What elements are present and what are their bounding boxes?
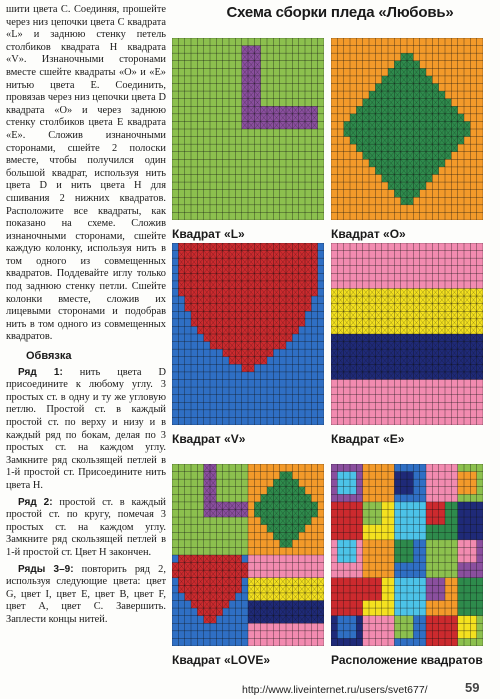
square-V-label: Квадрат «V» — [172, 432, 246, 446]
square-LOVE-panel — [172, 464, 324, 667]
rows-3-9-label: Ряды 3–9: — [18, 563, 74, 575]
layout-panel — [331, 464, 483, 667]
square-LOVE-chart — [172, 464, 324, 646]
assembly-paragraph: шити цвета С. Соединяя, прошейте через низ цепочки цвета С квадрата «L» и заднюю стенку петель столбиков квадрата Н квадрата «V». Изнаночными сторонами вместе сшейте квадраты «О» и «Е» нитью цвета Е. Соединить, провязав через низ цепочки цвета D квадрата «О» и через заднюю стенку столбиков цвета Е квадрата «Е». Сложив изнаночными сторонами, сшейте 2 полоски вместе, чтобы получился один большой квадрат, используя нить цвета D и нить цвета Н для сшивания 2 нижних квадратов. Расположите все квадраты, как показано на схеме. Сложив изнаночными сторонами, сшейте каждую колонку, используя нить в том одного из совмещенных квадратов. Поддевайте иглу только под заднюю стенку петли. Сшейте колонки вместе, сложив их лицевыми сторонами и подобрав нить в том одного из совмещенных квадратов. — [6, 4, 166, 343]
layout-chart — [331, 464, 483, 646]
footer-url: http://www.liveinternet.ru/users/svet677/ — [242, 684, 428, 696]
square-V-chart — [172, 243, 324, 425]
row-1-label: Ряд 1: — [18, 366, 63, 378]
row-1-text: нить цвета D присоедините к любому углу. 3 простых ст. в одну и ту же угловую петлю. Простой ст. в каждый простой ст. по верху и низу и в каждый ряд по бокам, делая по 3 простых ст. на каждом углу. Замкните ряд скользящей петлей в 1-й простой ст. Присоедините нить цвета Н. — [6, 366, 166, 491]
page-number: 59 — [465, 680, 480, 695]
square-L-chart — [172, 38, 324, 220]
square-E-chart — [331, 243, 483, 425]
square-O-label: Квадрат «О» — [331, 227, 406, 241]
row-2-text: простой ст. в каждый простой ст. по кругу, помечая 3 простых ст. на каждом углу. Замкните ряд скользящей петлей в 1-й простой ст. Цвет Н закончен. — [6, 496, 166, 558]
edging-subheading: Обвязка — [26, 350, 72, 363]
square-O-panel — [331, 38, 483, 241]
square-V-panel — [172, 243, 324, 446]
square-LOVE-label: Квадрат «LOVE» — [172, 653, 271, 667]
rows-3-9-instruction — [6, 564, 166, 627]
square-L-label: Квадрат «L» — [172, 227, 245, 241]
rows-3-9-text: повторить ряд 2, используя следующие цвета: цвет G, цвет I, цвет E, цвет B, цвет F, цвет A, цвет C. Завершить. Заплести концы нитей. — [6, 563, 166, 625]
page-title: Схема сборки пледа «Любовь» — [226, 4, 454, 21]
instructions-column — [6, 4, 166, 627]
square-E-panel — [331, 243, 483, 446]
square-L-panel — [172, 38, 324, 241]
square-E-label: Квадрат «Е» — [331, 432, 405, 446]
row-2-label: Ряд 2: — [18, 496, 53, 508]
row-2-instruction — [6, 497, 166, 560]
layout-label: Расположение квадратов — [331, 653, 483, 667]
row-1-instruction — [6, 367, 166, 493]
square-O-chart — [331, 38, 483, 220]
